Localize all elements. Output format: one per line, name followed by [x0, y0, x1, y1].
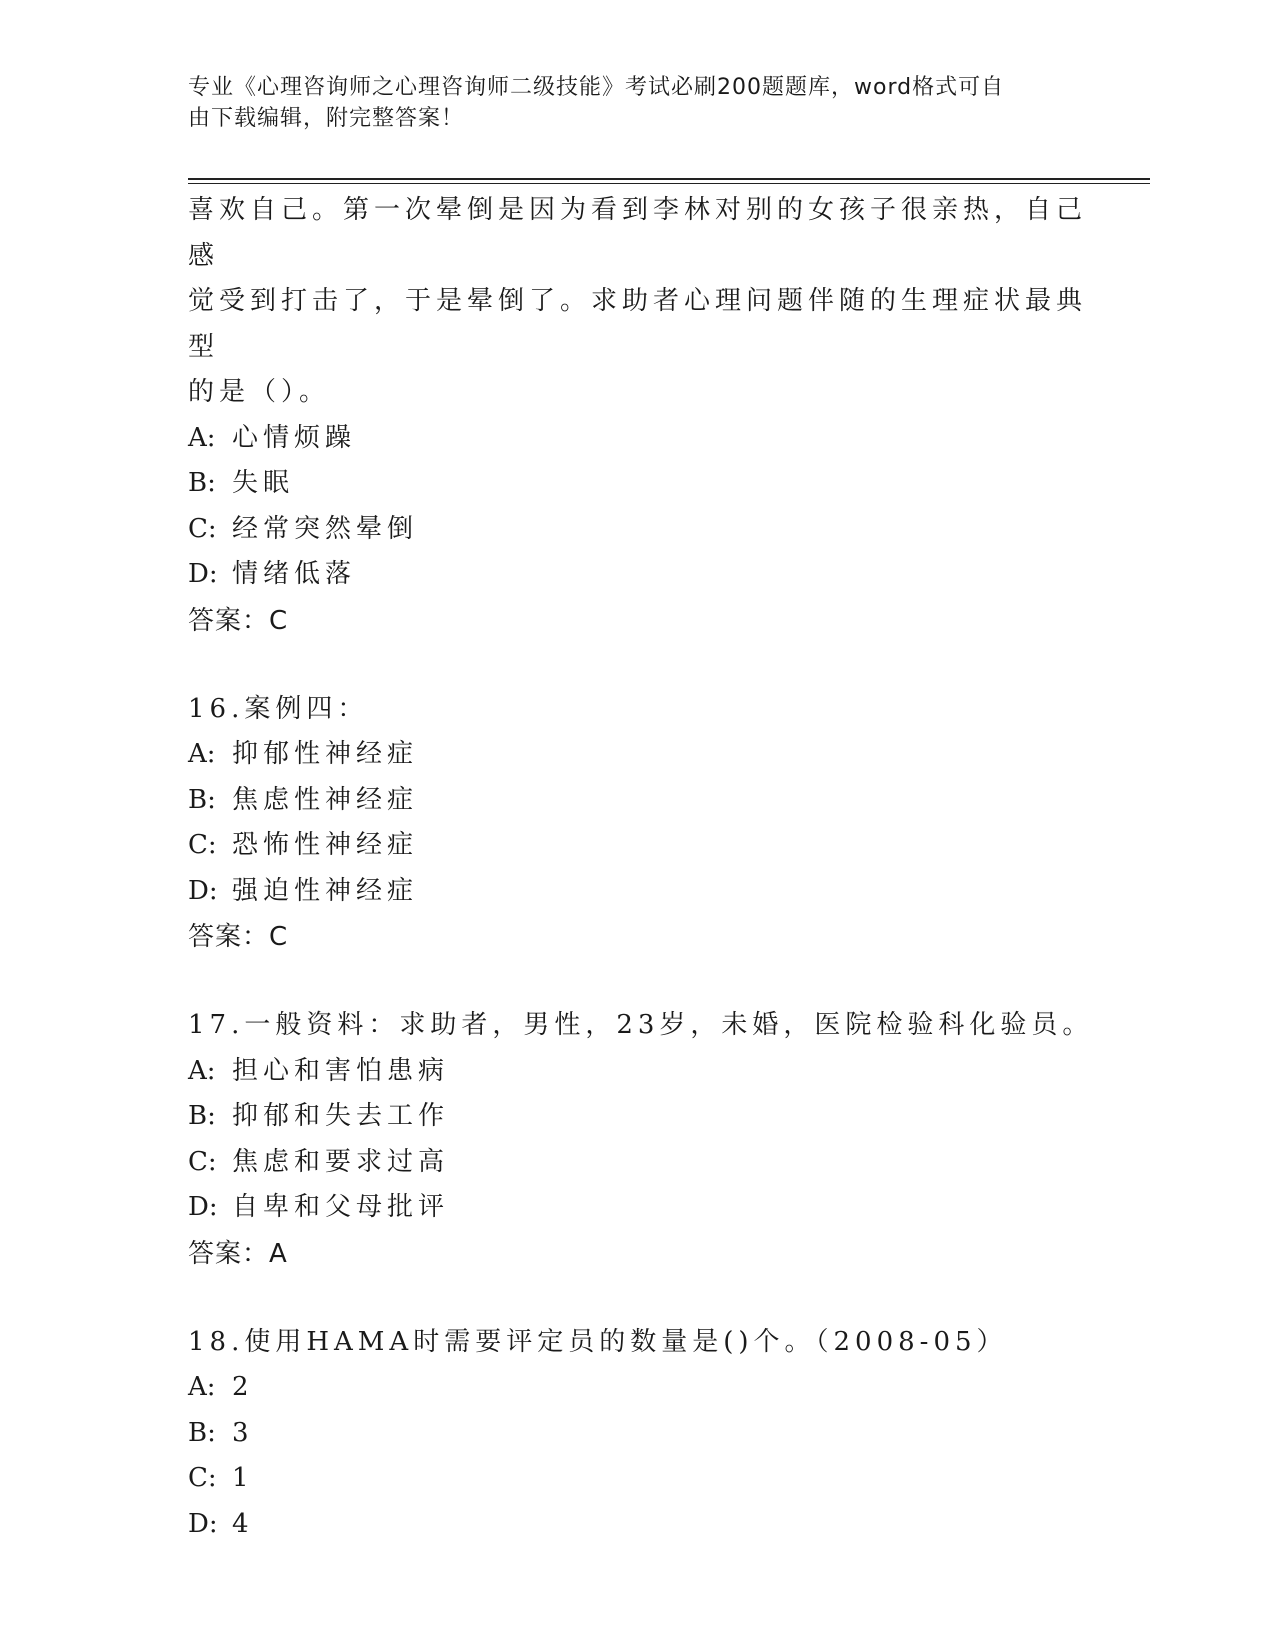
question-18 — [188, 1320, 1088, 1548]
option-b: B: 3 — [188, 1417, 254, 1448]
question-16 — [188, 687, 1088, 961]
question-17 — [188, 1003, 1094, 1277]
option-c: C: 经常突然晕倒 — [188, 513, 419, 544]
option-a: A: 心情烦躁 — [188, 422, 357, 453]
question-18-title: 18.使用HAMA时需要评定员的数量是()个。（2008-05） — [188, 1326, 1008, 1357]
answer: 答案：C — [188, 605, 289, 636]
option-c: C: 1 — [188, 1463, 254, 1493]
question-16-title: 16.案例四： — [188, 693, 369, 724]
option-d: D: 4 — [188, 1508, 254, 1539]
header-line-1: 专业《心理咨询师之心理咨询师二级技能》考试必刷200题题库，word格式可自 — [188, 75, 1005, 100]
option-d: D: 情绪低落 — [188, 559, 357, 589]
option-a: A: 2 — [188, 1372, 254, 1402]
option-b: B: 焦虑性神经症 — [188, 784, 419, 815]
option-b: B: 失眠 — [188, 468, 295, 498]
question-15-text-line-1: 喜欢自己。第一次晕倒是因为看到李林对别的女孩子很亲热，自己感 — [188, 195, 1088, 271]
question-15 — [188, 188, 1088, 644]
option-d: D: 自卑和父母批评 — [188, 1192, 450, 1222]
question-17-title: 17.一般资料：求助者，男性，23岁，未婚，医院检验科化验员。 — [188, 1010, 1094, 1040]
option-b: B: 抑郁和失去工作 — [188, 1101, 450, 1131]
answer: 答案：A — [188, 1238, 288, 1269]
question-15-text-line-3: 的是（）。 — [188, 377, 331, 407]
option-c: C: 恐怖性神经症 — [188, 830, 419, 860]
header-line-2: 由下载编辑，附完整答案！ — [188, 106, 465, 131]
option-a: A: 担心和害怕患病 — [188, 1055, 450, 1086]
answer: 答案：C — [188, 922, 289, 952]
header-divider-thin — [188, 183, 1150, 184]
option-c: C: 焦虑和要求过高 — [188, 1146, 450, 1177]
option-d: D: 强迫性神经症 — [188, 875, 419, 906]
header-divider-thick — [188, 178, 1150, 180]
question-content — [188, 188, 1094, 1547]
option-a: A: 抑郁性神经症 — [188, 739, 419, 769]
document-header — [188, 72, 1058, 134]
question-15-text-line-2: 觉受到打击了，于是晕倒了。求助者心理问题伴随的生理症状最典型 — [188, 286, 1088, 362]
